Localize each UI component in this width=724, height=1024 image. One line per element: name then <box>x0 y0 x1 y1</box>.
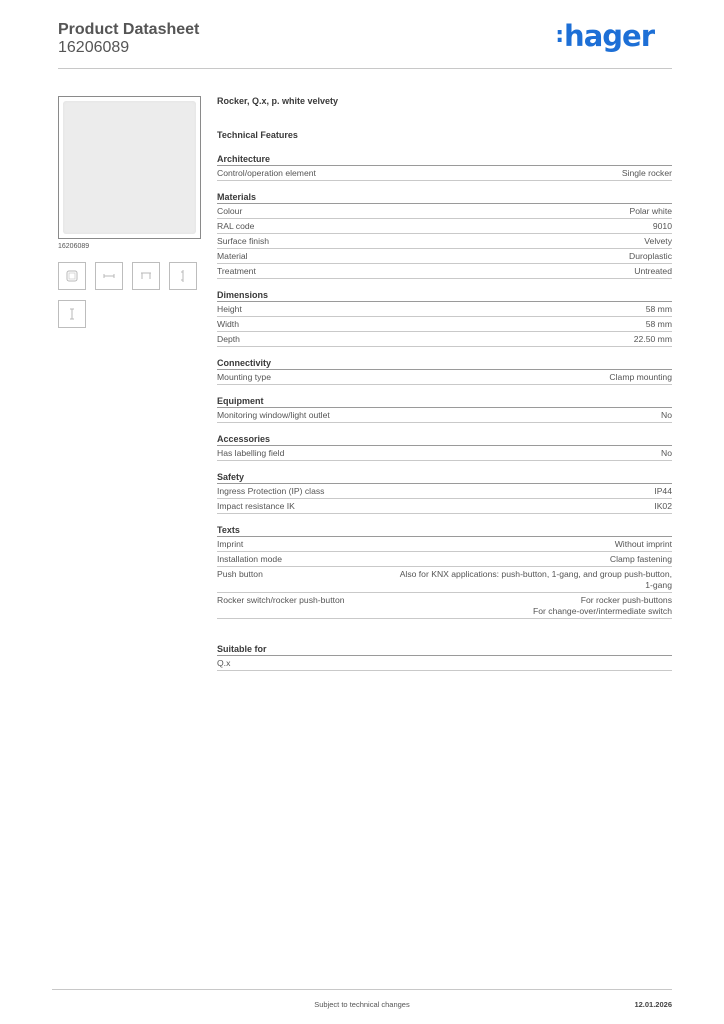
spec-label: Height <box>217 304 242 314</box>
image-caption: 16206089 <box>58 243 90 250</box>
spec-value-line: Also for KNX applications: push-button, 1-gang, and group push-button, <box>399 569 672 579</box>
spec-row <box>217 537 672 552</box>
spec-row <box>217 408 672 423</box>
spec-value <box>634 334 672 345</box>
spec-value <box>533 595 672 617</box>
spec-value-line: 22.50 mm <box>633 334 672 344</box>
section-title: Dimensions <box>217 289 672 302</box>
spec-label: Treatment <box>217 266 256 276</box>
spec-section-architecture <box>217 153 672 181</box>
spec-label: Impact resistance IK <box>217 501 295 511</box>
spec-row <box>217 484 672 499</box>
technical-features-heading: Technical Features <box>217 130 298 140</box>
spec-label: Ingress Protection (IP) class <box>217 486 325 496</box>
footer-note: Subject to technical changes <box>314 1000 410 1009</box>
spec-value <box>646 304 672 315</box>
spec-label: Rocker switch/rocker push-button <box>217 595 345 605</box>
front-view-icon[interactable] <box>58 262 86 290</box>
spec-row <box>217 264 672 279</box>
product-name: Rocker, Q.x, p. white velvety <box>217 96 339 106</box>
page-header <box>58 21 672 69</box>
spec-value-line: For change-over/intermediate switch <box>533 606 672 616</box>
spec-row <box>217 166 672 181</box>
spec-value <box>646 319 672 330</box>
spec-value <box>622 168 672 179</box>
specification-column <box>217 96 672 681</box>
spec-value <box>661 410 672 421</box>
spec-row <box>217 567 672 593</box>
spec-value <box>610 554 672 565</box>
spec-value-line: IP44 <box>654 486 672 496</box>
spec-label: Colour <box>217 206 243 216</box>
section-title: Accessories <box>217 433 672 446</box>
spec-label: Has labelling field <box>217 448 285 458</box>
brand-logo: :hager <box>555 19 654 53</box>
document-title: Product Datasheet <box>58 21 200 38</box>
page-footer <box>52 989 672 1013</box>
spec-row <box>217 552 672 567</box>
section-title: Suitable for <box>217 643 672 656</box>
suitable-for-section <box>217 643 672 671</box>
spec-value-line: 58 mm <box>645 304 672 314</box>
height-dimension-icon[interactable] <box>58 300 86 328</box>
spec-row <box>217 317 672 332</box>
spec-value <box>609 372 672 383</box>
spec-value-line: For rocker push-buttons <box>580 595 672 605</box>
product-image <box>58 96 201 239</box>
spec-value <box>654 486 672 497</box>
spec-section-materials <box>217 191 672 279</box>
section-title: Texts <box>217 524 672 537</box>
spec-value-line: No <box>661 410 672 420</box>
side-view-icon[interactable] <box>169 262 197 290</box>
section-title: Safety <box>217 471 672 484</box>
spec-sections <box>217 153 672 619</box>
spec-label: Q.x <box>217 658 231 668</box>
spec-label: Control/operation element <box>217 168 316 178</box>
spec-row <box>217 593 672 619</box>
spec-label: Depth <box>217 334 240 344</box>
dimension-thumbnails <box>58 262 213 328</box>
spec-section-dimensions <box>217 289 672 347</box>
spec-label: Installation mode <box>217 554 282 564</box>
spec-value-line: Untreated <box>634 266 672 276</box>
spec-section-accessories <box>217 433 672 461</box>
spec-label: Width <box>217 319 239 329</box>
spec-value-line: IK02 <box>654 501 672 511</box>
spec-value-line: Duroplastic <box>629 251 672 261</box>
spec-row <box>217 234 672 249</box>
spec-value-line: Without imprint <box>614 539 672 549</box>
spec-row <box>217 446 672 461</box>
spec-value <box>629 206 672 217</box>
spec-value <box>615 539 672 550</box>
spec-label: Surface finish <box>217 236 270 246</box>
spec-value-line: 9010 <box>652 221 672 231</box>
spec-label: RAL code <box>217 221 255 231</box>
section-title: Connectivity <box>217 357 672 370</box>
spec-value-line: Polar white <box>629 206 672 216</box>
spec-value-line: 1-gang <box>645 580 672 590</box>
spec-value-line: Clamp mounting <box>609 372 672 382</box>
depth-dimension-icon[interactable] <box>132 262 160 290</box>
spec-row <box>217 370 672 385</box>
spec-value <box>653 221 672 232</box>
spec-value-line: Clamp fastening <box>609 554 672 564</box>
spec-label: Monitoring window/light outlet <box>217 410 330 420</box>
spec-value <box>634 266 672 277</box>
spec-value-line: Velvety <box>644 236 672 246</box>
spec-section-equipment <box>217 395 672 423</box>
spec-label: Mounting type <box>217 372 271 382</box>
spec-section-connectivity <box>217 357 672 385</box>
document-number: 16206089 <box>58 39 130 56</box>
spec-row <box>217 204 672 219</box>
section-title: Materials <box>217 191 672 204</box>
spec-value <box>644 236 672 247</box>
spec-label: Material <box>217 251 248 261</box>
spec-value-line: 58 mm <box>645 319 672 329</box>
spec-row <box>217 499 672 514</box>
spec-row <box>217 656 672 671</box>
section-title: Architecture <box>217 153 672 166</box>
spec-value <box>654 501 672 512</box>
spec-section-safety <box>217 471 672 514</box>
spec-row <box>217 249 672 264</box>
spec-value <box>629 251 672 262</box>
spec-row <box>217 219 672 234</box>
spec-value <box>400 569 672 591</box>
footer-date: 12.01.2026 <box>634 1000 672 1009</box>
spec-row <box>217 332 672 347</box>
spec-value-line: Single rocker <box>621 168 672 178</box>
spec-row <box>217 302 672 317</box>
spec-label: Imprint <box>217 539 244 549</box>
product-media <box>58 96 202 328</box>
spec-value <box>661 448 672 459</box>
width-dimension-icon[interactable] <box>95 262 123 290</box>
section-title: Equipment <box>217 395 672 408</box>
spec-value-line: No <box>661 448 672 458</box>
spec-label: Push button <box>217 569 263 579</box>
spec-section-texts <box>217 524 672 619</box>
